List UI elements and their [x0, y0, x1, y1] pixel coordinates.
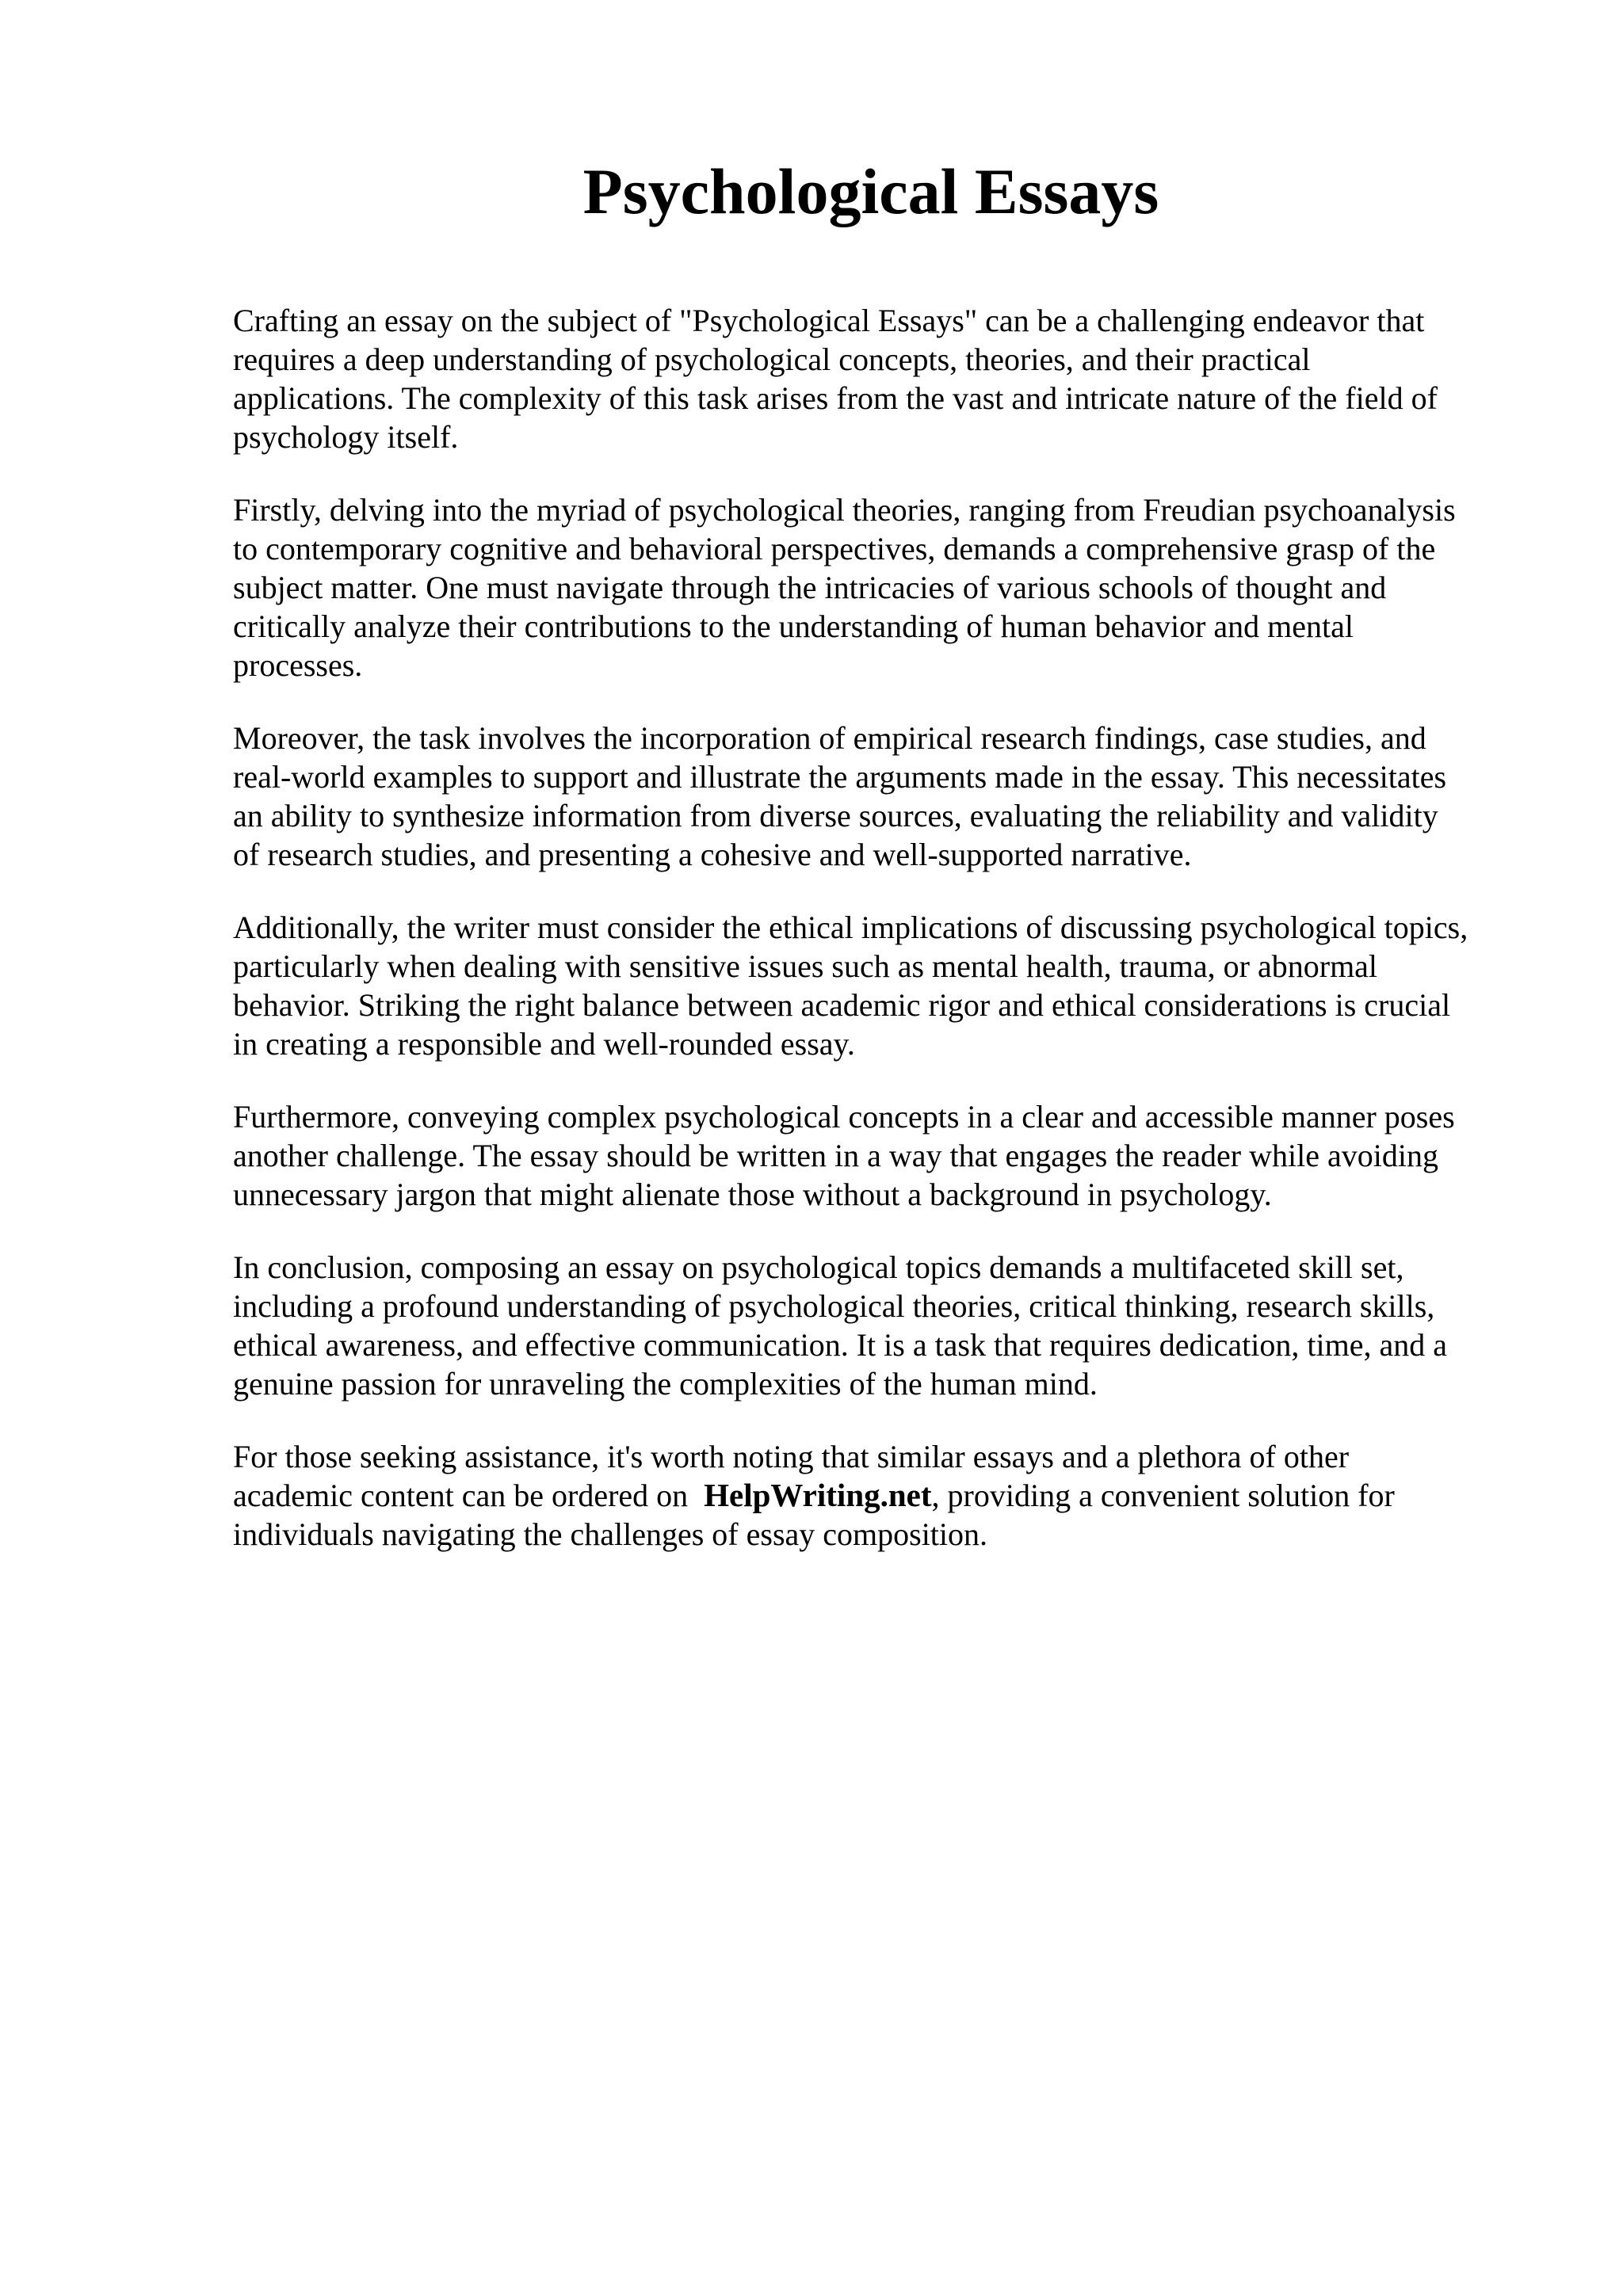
paragraph-line: particularly when dealing with sensitive issues such as mental health, trauma, or abnormal	[233, 948, 1378, 984]
essay-body	[233, 301, 1533, 1588]
paragraph-2	[233, 490, 1533, 685]
paragraph-1	[233, 301, 1533, 456]
paragraph-line: For those seeking assistance, it's worth noting that similar essays and a plethora of other	[233, 1439, 1350, 1474]
helpwriting-link[interactable]: HelpWriting.net	[704, 1477, 932, 1513]
paragraph-line: Additionally, the writer must consider the ethical implications of discussing psychological topics,	[233, 910, 1468, 945]
paragraph-line: In conclusion, composing an essay on psychological topics demands a multifaceted skill set,	[233, 1249, 1404, 1285]
paragraph-line: Moreover, the task involves the incorporation of empirical research findings, case studies, and	[233, 720, 1426, 756]
paragraph-line: in creating a responsible and well-rounded essay.	[233, 1026, 855, 1062]
paragraph-line: psychology itself.	[233, 419, 459, 455]
paragraph-line: real-world examples to support and illustrate the arguments made in the essay. This necessitates	[233, 759, 1447, 795]
paragraph-line: requires a deep understanding of psychological concepts, theories, and their practical	[233, 341, 1311, 377]
paragraph-line: applications. The complexity of this task arises from the vast and intricate nature of the field of	[233, 380, 1438, 416]
page-title: Psychological Essays	[582, 155, 1159, 227]
paragraph-line: another challenge. The essay should be written in a way that engages the reader while avoiding	[233, 1138, 1438, 1173]
paragraph-4	[233, 908, 1533, 1063]
paragraph-line: to contemporary cognitive and behavioral perspectives, demands a comprehensive grasp of the	[233, 531, 1436, 566]
paragraph-line: Furthermore, conveying complex psychological concepts in a clear and accessible manner poses	[233, 1099, 1455, 1135]
paragraph-line-with-link	[233, 1476, 1533, 1515]
closing-paragraph	[233, 1437, 1533, 1554]
paragraph-line: unnecessary jargon that might alienate those without a background in psychology.	[233, 1177, 1272, 1212]
paragraph-line: subject matter. One must navigate through the intricacies of various schools of thought and	[233, 570, 1387, 605]
paragraph-line: of research studies, and presenting a cohesive and well-supported narrative.	[233, 837, 1192, 872]
paragraph-line: individuals navigating the challenges of essay composition.	[233, 1516, 988, 1552]
paragraph-line: processes.	[233, 647, 363, 683]
paragraph-line: Crafting an essay on the subject of "Psychological Essays" can be a challenging endeavor that	[233, 303, 1425, 338]
closing-text-before-link: academic content can be ordered on	[233, 1478, 689, 1513]
paragraph-line: genuine passion for unraveling the complexities of the human mind.	[233, 1366, 1098, 1402]
paragraph-line: an ability to synthesize information from diverse sources, evaluating the reliability and validity	[233, 798, 1438, 833]
paragraph-3	[233, 719, 1533, 874]
paragraph-line: ethical awareness, and effective communication. It is a task that requires dedication, time, and a	[233, 1327, 1448, 1363]
paragraph-line: Firstly, delving into the myriad of psychological theories, ranging from Freudian psychoanalysis	[233, 492, 1456, 528]
paragraph-6	[233, 1248, 1533, 1403]
paragraph-line: critically analyze their contributions to the understanding of human behavior and mental	[233, 608, 1354, 644]
paragraph-line: behavior. Striking the right balance between academic rigor and ethical considerations is crucial	[233, 987, 1451, 1023]
paragraph-5	[233, 1097, 1533, 1214]
paragraph-line: including a profound understanding of psychological theories, critical thinking, research skills,	[233, 1288, 1435, 1324]
closing-text-after-link: , providing a convenient solution for	[931, 1478, 1395, 1513]
